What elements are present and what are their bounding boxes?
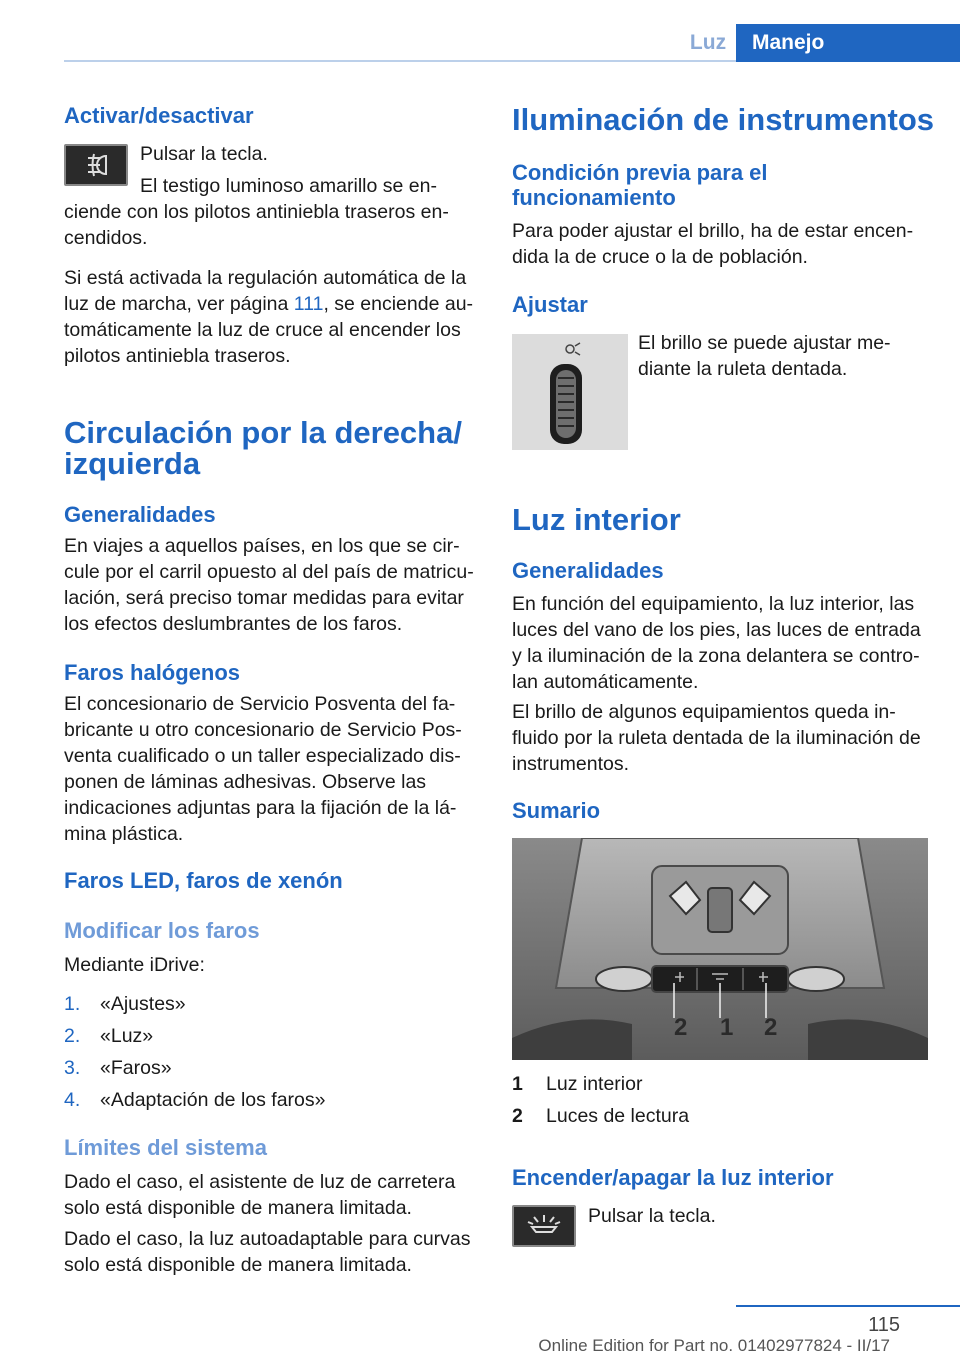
step-text: «Faros»: [100, 1057, 172, 1079]
legend-number: 2: [512, 1105, 523, 1127]
lim-text-1: Dado el caso, el asistente de luz de carretera: [64, 1171, 456, 1193]
legend-text: Luces de lectura: [546, 1105, 690, 1127]
gen-right-text-1: En función del equipamiento, la luz interior, las: [512, 593, 915, 615]
activar-text-1: Pulsar la tecla.: [140, 143, 268, 165]
gen-right-text-6: fluido por la ruleta dentada de la iluminación de: [512, 727, 921, 749]
cond-text-2: dida la de cruce o la de población.: [512, 246, 808, 268]
encender-heading: Encender/apagar la luz interior: [512, 1165, 834, 1190]
tab-section: Luz: [689, 31, 727, 54]
interior-light-console-photo: [512, 838, 928, 1060]
cond-text-1: Para poder ajustar el brillo, ha de estar encen-: [512, 220, 914, 242]
step-text: «Adaptación de los faros»: [100, 1089, 326, 1111]
circulacion-heading-1: Circulación por la derecha/: [64, 415, 462, 450]
step-number: 2.: [64, 1025, 81, 1047]
gen-text-3: lación, será preciso tomar medidas para evitar: [64, 587, 464, 609]
gen-text-2: cule por el carril opuesto al del país de matricu-: [64, 561, 474, 583]
page-link[interactable]: 111: [293, 293, 324, 315]
legend-text: Luz interior: [546, 1073, 643, 1095]
condicion-heading-1: Condición previa para el: [512, 160, 768, 185]
led-xenon-heading: Faros LED, faros de xenón: [64, 868, 343, 893]
luz-interior-heading: Luz interior: [512, 502, 681, 537]
step-number: 3.: [64, 1057, 81, 1079]
step-number: 1.: [64, 993, 81, 1015]
activar-heading: Activar/desactivar: [64, 103, 254, 128]
lim-text-4: solo está disponible de manera limitada.: [64, 1254, 412, 1276]
step-text: «Ajustes»: [100, 993, 186, 1015]
halo-text-2: bricante u otro concesionario de Servicio Pos-: [64, 719, 462, 741]
condicion-heading-2: funcionamiento: [512, 185, 676, 210]
gen-right-text-3: y la iluminación de la zona delantera se contro-: [512, 645, 920, 667]
step-number: 4.: [64, 1089, 81, 1111]
legend-number: 1: [512, 1073, 523, 1095]
photo-callout-2-left: 2: [674, 1014, 688, 1041]
edition-note: Online Edition for Part no. 01402977824 - II/17: [538, 1336, 890, 1355]
gen-text-4: los efectos deslumbrantes de los faros.: [64, 613, 403, 635]
halogenos-heading: Faros halógenos: [64, 660, 241, 685]
activar-text-2b: ciende con los pilotos antiniebla traseros en-: [64, 201, 449, 223]
halo-text-4: ponen de láminas adhesivas. Observe las: [64, 771, 427, 793]
halo-text-1: El concesionario de Servicio Posventa del fa-: [64, 693, 456, 715]
lim-text-2: solo está disponible de manera limitada.: [64, 1197, 412, 1219]
limites-heading: Límites del sistema: [64, 1135, 267, 1160]
dimmer-wheel-icon: [512, 334, 628, 450]
tab-chapter: Manejo: [736, 24, 960, 62]
ajustar-heading: Ajustar: [512, 292, 588, 317]
interior-light-icon: [512, 1205, 576, 1247]
gen-right-text-2: luces del vano de los pies, las luces de entrada: [512, 619, 921, 641]
rear-fog-light-icon: [64, 144, 128, 186]
page-number: 115: [868, 1314, 900, 1336]
sumario-heading: Sumario: [512, 798, 601, 823]
ajustar-text-1: El brillo se puede ajustar me-: [638, 332, 891, 354]
gen-right-text-4: lan automáticamente.: [512, 671, 699, 693]
activar-text-3a: Si está activada la regulación automática de la: [64, 267, 467, 289]
halo-text-5: indicaciones adjuntas para la fijación de la lá-: [64, 797, 457, 819]
halo-text-3: venta cualificado o un taller especializado dis-: [64, 745, 461, 767]
encender-text: Pulsar la tecla.: [588, 1205, 716, 1227]
generalidades-heading-right: Generalidades: [512, 558, 664, 583]
circulacion-heading-2: izquierda: [64, 446, 201, 481]
activar-text-3d: pilotos antiniebla traseros.: [64, 345, 291, 367]
iluminacion-heading: Iluminación de instrumentos: [512, 102, 934, 137]
modificar-heading: Modificar los faros: [64, 918, 260, 943]
mod-text-1: Mediante iDrive:: [64, 954, 205, 976]
gen-right-text-5: El brillo de algunos equipamientos queda in-: [512, 701, 896, 723]
activar-text-2c: cendidos.: [64, 227, 148, 249]
step-text: «Luz»: [100, 1025, 154, 1047]
lim-text-3: Dado el caso, la luz autoadaptable para curvas: [64, 1228, 471, 1250]
gen-right-text-7: instrumentos.: [512, 753, 630, 775]
ajustar-text-2: diante la ruleta dentada.: [638, 358, 848, 380]
generalidades-heading: Generalidades: [64, 502, 216, 527]
halo-text-6: mina plástica.: [64, 823, 184, 845]
footer-rule: [736, 1305, 960, 1307]
activar-text-3b: luz de marcha, ver página 111, se enciende au-: [64, 293, 474, 315]
photo-callout-1: 1: [720, 1014, 734, 1041]
photo-callout-2-right: 2: [764, 1014, 778, 1041]
activar-text-2a: El testigo luminoso amarillo se en-: [140, 175, 437, 197]
activar-text-3c: tomáticamente la luz de cruce al encender los: [64, 319, 461, 341]
gen-text-1: En viajes a aquellos países, en los que se cir-: [64, 535, 460, 557]
